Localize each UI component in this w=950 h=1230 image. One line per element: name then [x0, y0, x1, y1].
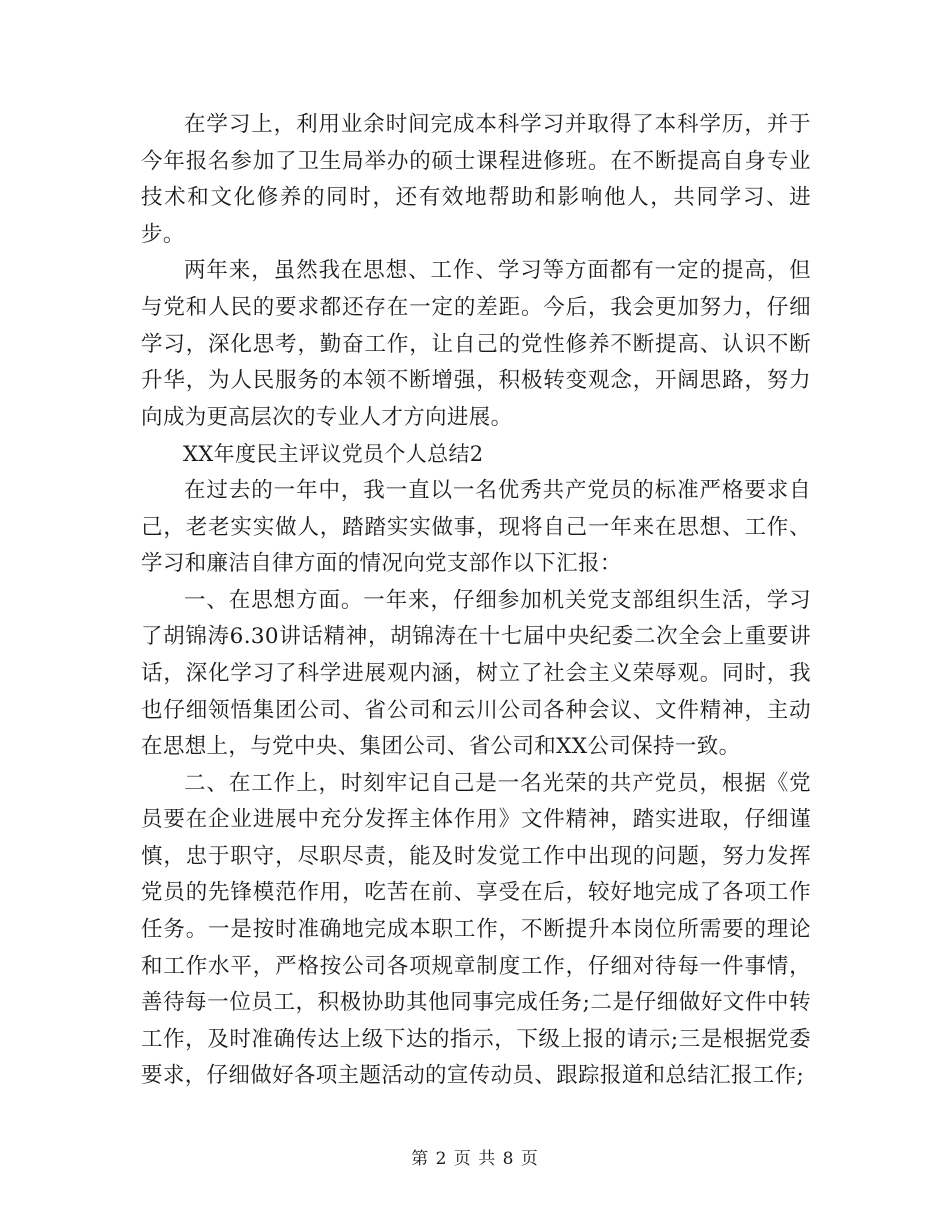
paragraph-past-year: 在过去的一年中，我一直以一名优秀共产党员的标准严格要求自己，老老实实做人，踏踏实实做事，现将自己一年来在思想、工作、学习和廉洁自律方面的情况向党支部作以下汇报： — [141, 477, 811, 577]
paragraph-thought: 一、在思想方面。一年来，仔细参加机关党支部组织生活，学习了胡锦涛6.30讲话精神，胡锦涛在十七届中央纪委二次全会上重要讲话，深化学习了科学进展观内涵，树立了社会主义荣辱观。同时，我也仔细领悟集团公司、省公司和云川公司各种会议、文件精神，主动在思想上，与党中央、集团公司、省公司和XX公司保持一致。 — [141, 587, 811, 760]
paragraph-work: 二、在工作上，时刻牢记自己是一名光荣的共产党员，根据《党员要在企业进展中充分发挥主体作用》文件精神，踏实进取，仔细谨慎，忠于职守，尽职尽责，能及时发觉工作中出现的问题，努力发挥党员的先锋模范作用，吃苦在前、享受在后，较好地完成了各项工作任务。一是按时准确地完成本职工作，不断提升本岗位所需要的理论和工作水平，严格按公司各项规章制度工作，仔细对待每一件事情，善待每一位员工，积极协助其他同事完成任务;二是仔细做好文件中转工作，及时准确传达上级下达的指示，下级上报的请示;三是根据党委要求，仔细做好各项主题活动的宣传动员、跟踪报道和总结汇报工作; — [141, 770, 811, 1089]
paragraph-study: 在学习上，利用业余时间完成本科学习并取得了本科学历，并于今年报名参加了卫生局举办的硕士课程进修班。在不断提高自身专业技术和文化修养的同时，还有效地帮助和影响他人，共同学习、进步。 — [141, 112, 811, 247]
page-number-footer: 第 2 页 共 8 页 — [411, 1149, 539, 1169]
section-heading: XX年度民主评议党员个人总结2 — [183, 442, 484, 467]
document-body — [141, 107, 811, 1095]
paragraph-two-years: 两年来，虽然我在思想、工作、学习等方面都有一定的提高，但与党和人民的要求都还存在一定的差距。今后，我会更加努力，仔细学习，深化思考，勤奋工作，让自己的党性修养不断提高、认识不断升华，为人民服务的本领不断增强，积极转变观念，开阔思路，努力向成为更高层次的专业人才方向进展。 — [141, 258, 811, 430]
